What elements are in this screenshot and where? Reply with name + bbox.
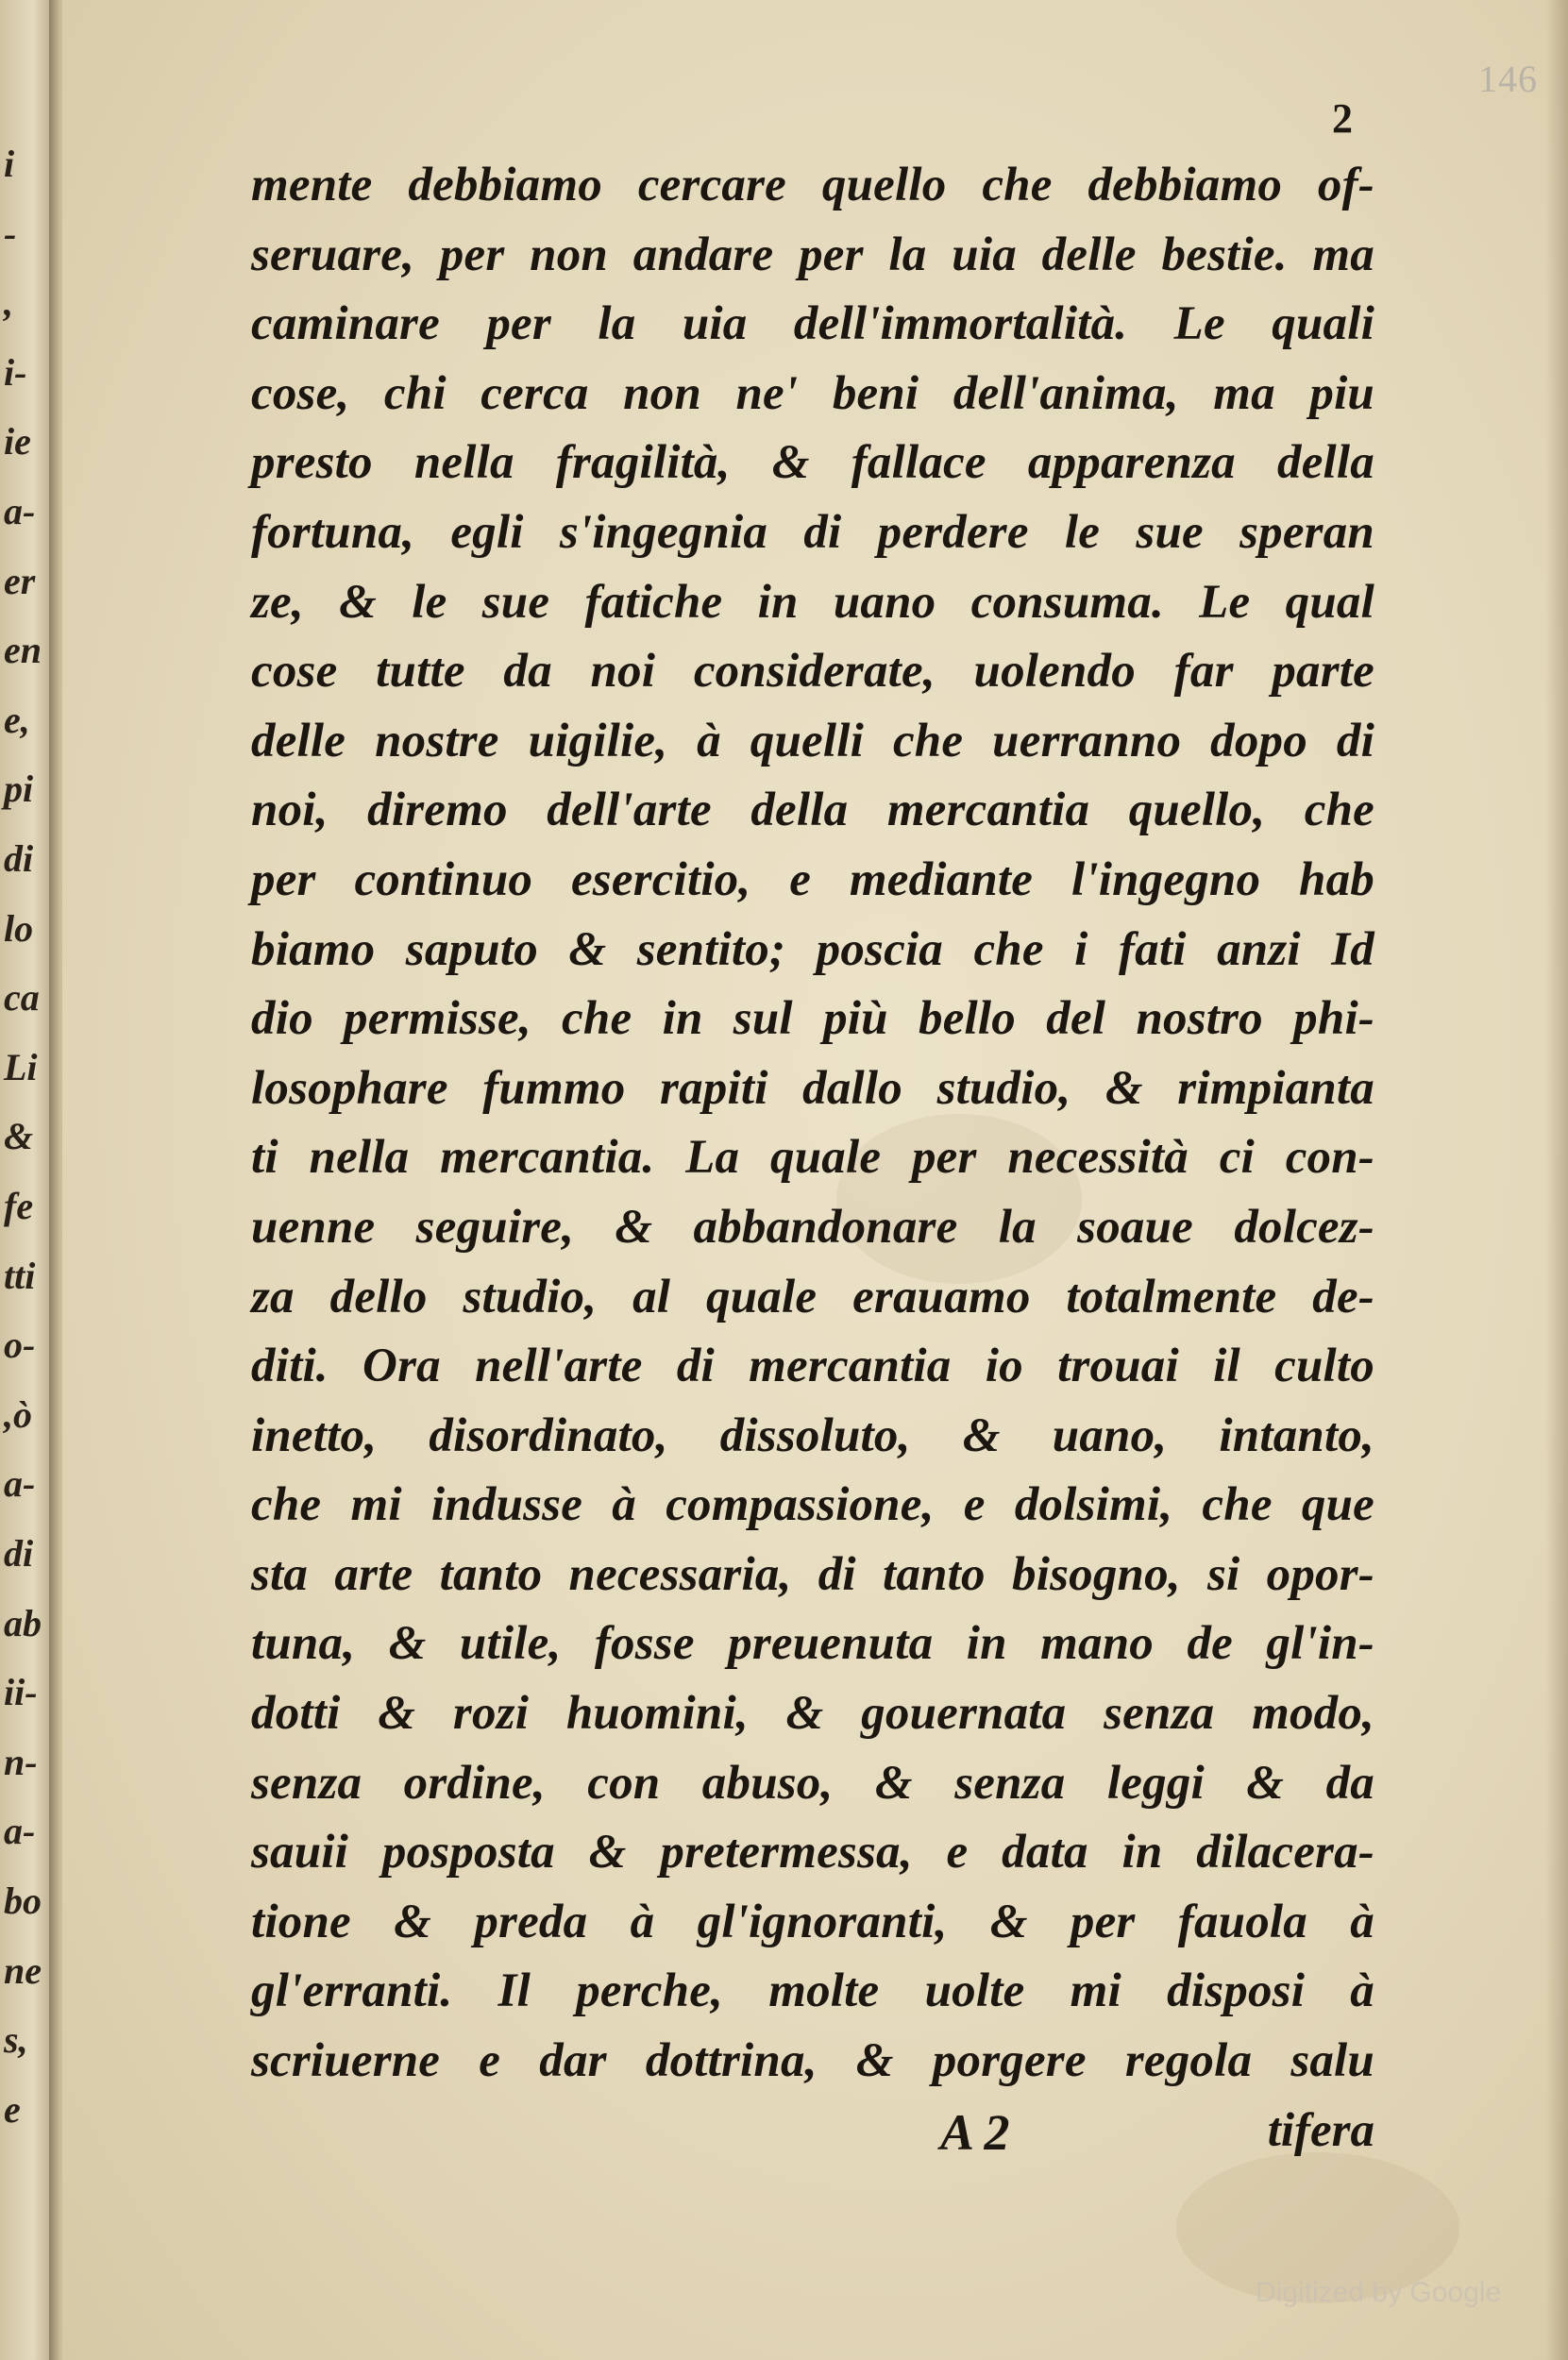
previous-page-fragment: ,ò [4,1392,32,1436]
previous-page-fragment: - [4,211,17,255]
page-number: 2 [1332,95,1353,142]
signature-mark: A 2 [940,2104,1010,2161]
text-line: noi, diremo dell'arte della mercantia quello, che [251,784,1374,837]
text-line: biamo saputo & sentito; poscia che i fati anzi Id [251,922,1374,976]
text-line: ze, & le sue fatiche in uano consuma. Le qual [251,575,1374,629]
previous-page-fragment: e, [4,698,30,741]
previous-page-fragment: a- [4,490,36,532]
text-line: uenne seguire, & abbandonare la soaue dolcez- [251,1200,1374,1254]
page-footer [251,2103,1374,2169]
text-line: che mi indusse à compassione, e dolsimi, che que [251,1478,1374,1532]
text-line: presto nella fragilità, & fallace apparenza della [251,436,1374,490]
previous-page-fragment: di [4,837,34,880]
catchword: tifera [1267,2104,1374,2157]
previous-page-fragment: tti [4,1254,36,1297]
previous-page-fragment: e [4,2087,21,2131]
previous-page-fragment: pi [4,767,34,811]
text-line: delle nostre uigilie, à quelli che uerranno dopo di [251,714,1374,767]
previous-page-fragment: a- [4,1462,36,1506]
previous-page-fragment: s, [4,2018,28,2062]
text-line: sauii posposta & pretermessa, e data in dilacera- [251,1826,1374,1880]
text-line: scriuerne e dar dottrina, & porgere regola salu [251,2034,1374,2088]
body-text [251,151,1374,2097]
previous-page-fragment: i [4,143,15,185]
previous-page-fragment: lo [4,906,34,950]
previous-page-fragment: a- [4,1810,36,1853]
text-line: cose tutte da noi considerate, uolendo far parte [251,645,1374,699]
previous-page-fragment: en [4,629,42,672]
manuscript-folio-number: 146 [1478,58,1538,100]
previous-page-fragment: ab [4,1601,42,1644]
text-line: za dello studio, al quale erauamo totalmente de- [251,1270,1374,1323]
text-line: losophare fummo rapiti dallo studio, & rimpianta [251,1061,1374,1115]
text-line: gl'erranti. Il perche, molte uolte mi disposi à [251,1964,1374,2018]
previous-page-fragment: i- [4,350,27,394]
text-line: tione & preda à gl'ignoranti, & per fauola à [251,1895,1374,1948]
previous-page-fragment: ie [4,420,31,464]
text-line: cose, chi cerca non ne' beni dell'anima, ma piu [251,366,1374,420]
previous-page-fragment: bo [4,1880,42,1922]
text-line: ti nella mercantia. La quale per necessità ci con- [251,1131,1374,1185]
previous-page-strip [0,0,55,2360]
book-page [62,0,1568,2360]
digitization-watermark: Digitized by Google [1256,2277,1502,2308]
text-line: fortuna, egli s'ingegnia di perdere le sue speran [251,505,1374,559]
text-line: sta arte tanto necessaria, di tanto bisogno, si opor- [251,1547,1374,1601]
previous-page-fragment: & [4,1115,34,1158]
previous-page-fragment: fe [4,1185,34,1227]
text-line: dotti & rozi huomini, & gouernata senza modo, [251,1687,1374,1741]
previous-page-fragment: n- [4,1740,38,1783]
text-line: tuna, & utile, fosse preuenuta in mano de gl'in- [251,1617,1374,1671]
text-line: inetto, disordinato, dissoluto, & uano, intanto, [251,1408,1374,1462]
text-line: senza ordine, con abuso, & senza leggi & da [251,1756,1374,1810]
previous-page-fragment: , [4,281,13,325]
previous-page-fragment: Li [4,1045,38,1088]
page-edge-shadow [1545,0,1568,2360]
text-line: seruare, per non andare per la uia delle bestie. ma [251,228,1374,281]
previous-page-fragment: ii- [4,1671,38,1714]
previous-page-fragment: ca [4,976,40,1020]
text-line: mente debbiamo cercare quello che debbiamo of- [251,159,1374,211]
previous-page-fragment: di [4,1532,34,1575]
previous-page-fragment: o- [4,1323,36,1367]
previous-page-fragment: ne [4,1948,42,1992]
text-line: per continuo esercitio, e mediante l'ingegno hab [251,852,1374,906]
previous-page-fragment: er [4,559,36,602]
text-line: dio permisse, che in sul più bello del nostro phi- [251,992,1374,1046]
text-line: caminare per la uia dell'immortalità. Le quali [251,297,1374,351]
text-line: diti. Ora nell'arte di mercantia io trouai il culto [251,1340,1374,1393]
